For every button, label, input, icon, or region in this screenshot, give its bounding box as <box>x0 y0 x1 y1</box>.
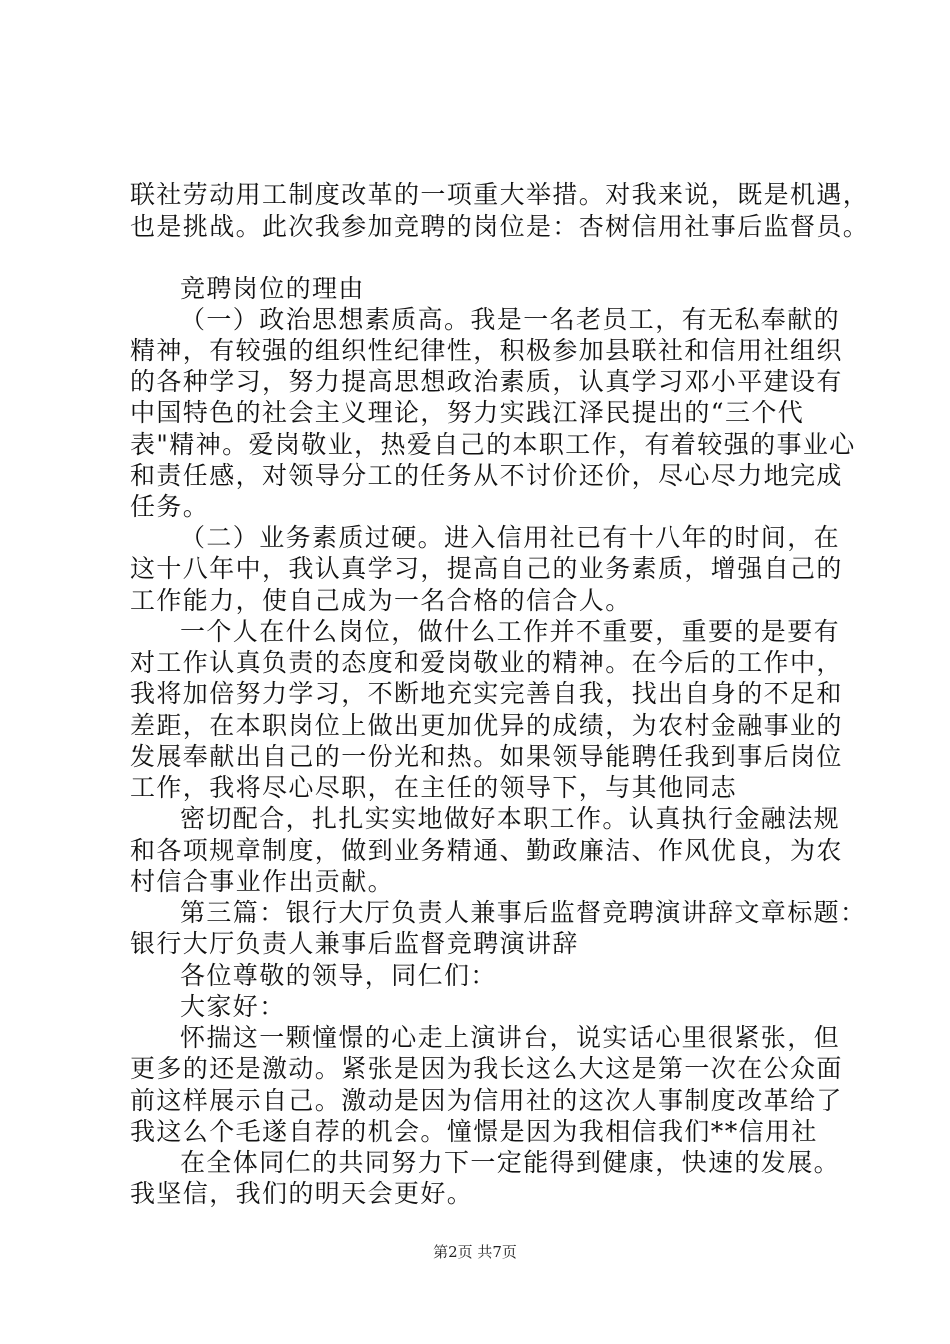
text-line: 的各种学习，努力提高思想政治素质，认真学习邓小平建设有 <box>130 367 843 396</box>
text-line: 密切配合，扎扎实实地做好本职工作。认真执行金融法规 <box>180 804 841 833</box>
text-line: 第三篇：银行大厅负责人兼事后监督竞聘演讲辞文章标题： <box>180 898 867 927</box>
text-line: 大家好： <box>180 992 286 1021</box>
text-line: 任务。 <box>130 492 210 521</box>
text-line: 工作能力，使自己成为一名合格的信合人。 <box>130 586 632 615</box>
section-heading: 竞聘岗位的理由 <box>180 274 365 303</box>
text-line: 村信合事业作出贡献。 <box>130 867 395 896</box>
text-line: 我将加倍努力学习，不断地充实完善自我，找出自身的不足和 <box>130 679 843 708</box>
page-number-footer: 第2页 共7页 <box>433 1243 517 1261</box>
text-line: 怀揣这一颗憧憬的心走上演讲台，说实话心里很紧张，但 <box>180 1023 841 1052</box>
text-line: 工作，我将尽心尽职，在主任的领导下，与其他同志 <box>130 773 738 802</box>
text-line: 对工作认真负责的态度和爱岗敬业的精神。在今后的工作中， <box>130 648 843 677</box>
text-line: 和责任感，对领导分工的任务从不讨价还价，尽心尽力地完成 <box>130 461 843 490</box>
text-line: 我坚信，我们的明天会更好。 <box>130 1179 474 1208</box>
text-line: 联社劳动用工制度改革的一项重大举措。对我来说，既是机遇， <box>130 180 870 209</box>
text-line: 中国特色的社会主义理论，努力实践江泽民提出的“三个代 <box>130 398 805 427</box>
text-line: 更多的还是激动。紧张是因为我长这么大这是第一次在公众面 <box>130 1054 843 1083</box>
text-line: 也是挑战。此次我参加竞聘的岗位是：杏树信用社事后监督员。 <box>130 212 870 241</box>
text-line: 在全体同仁的共同努力下一定能得到健康，快速的发展。 <box>180 1148 841 1177</box>
text-line: 表"精神。爱岗敬业，热爱自己的本职工作，有着较强的事业心 <box>130 430 856 459</box>
text-line: 差距，在本职岗位上做出更加优异的成绩，为农村金融事业的 <box>130 711 843 740</box>
text-line: 发展奉献出自己的一份光和热。如果领导能聘任我到事后岗位 <box>130 742 843 771</box>
text-line: （二）业务素质过硬。进入信用社已有十八年的时间，在 <box>180 523 841 552</box>
text-line: 我这么个毛遂自荐的机会。憧憬是因为我相信我们**信用社 <box>130 1117 818 1146</box>
text-line: 前这样展示自己。激动是因为信用社的这次人事制度改革给了 <box>130 1086 843 1115</box>
text-line: 各位尊敬的领导，同仁们： <box>180 961 497 990</box>
text-line: 精神，有较强的组织性纪律性，积极参加县联社和信用社组织 <box>130 336 843 365</box>
text-line: 和各项规章制度，做到业务精通、勤政廉洁、作风优良，为农 <box>130 836 843 865</box>
text-line: （一）政治思想素质高。我是一名老员工，有无私奉献的 <box>180 305 841 334</box>
text-line: 一个人在什么岗位，做什么工作并不重要，重要的是要有 <box>180 617 841 646</box>
text-line: 这十八年中，我认真学习，提高自己的业务素质，增强自己的 <box>130 554 843 583</box>
text-line: 银行大厅负责人兼事后监督竞聘演讲辞 <box>130 929 579 958</box>
